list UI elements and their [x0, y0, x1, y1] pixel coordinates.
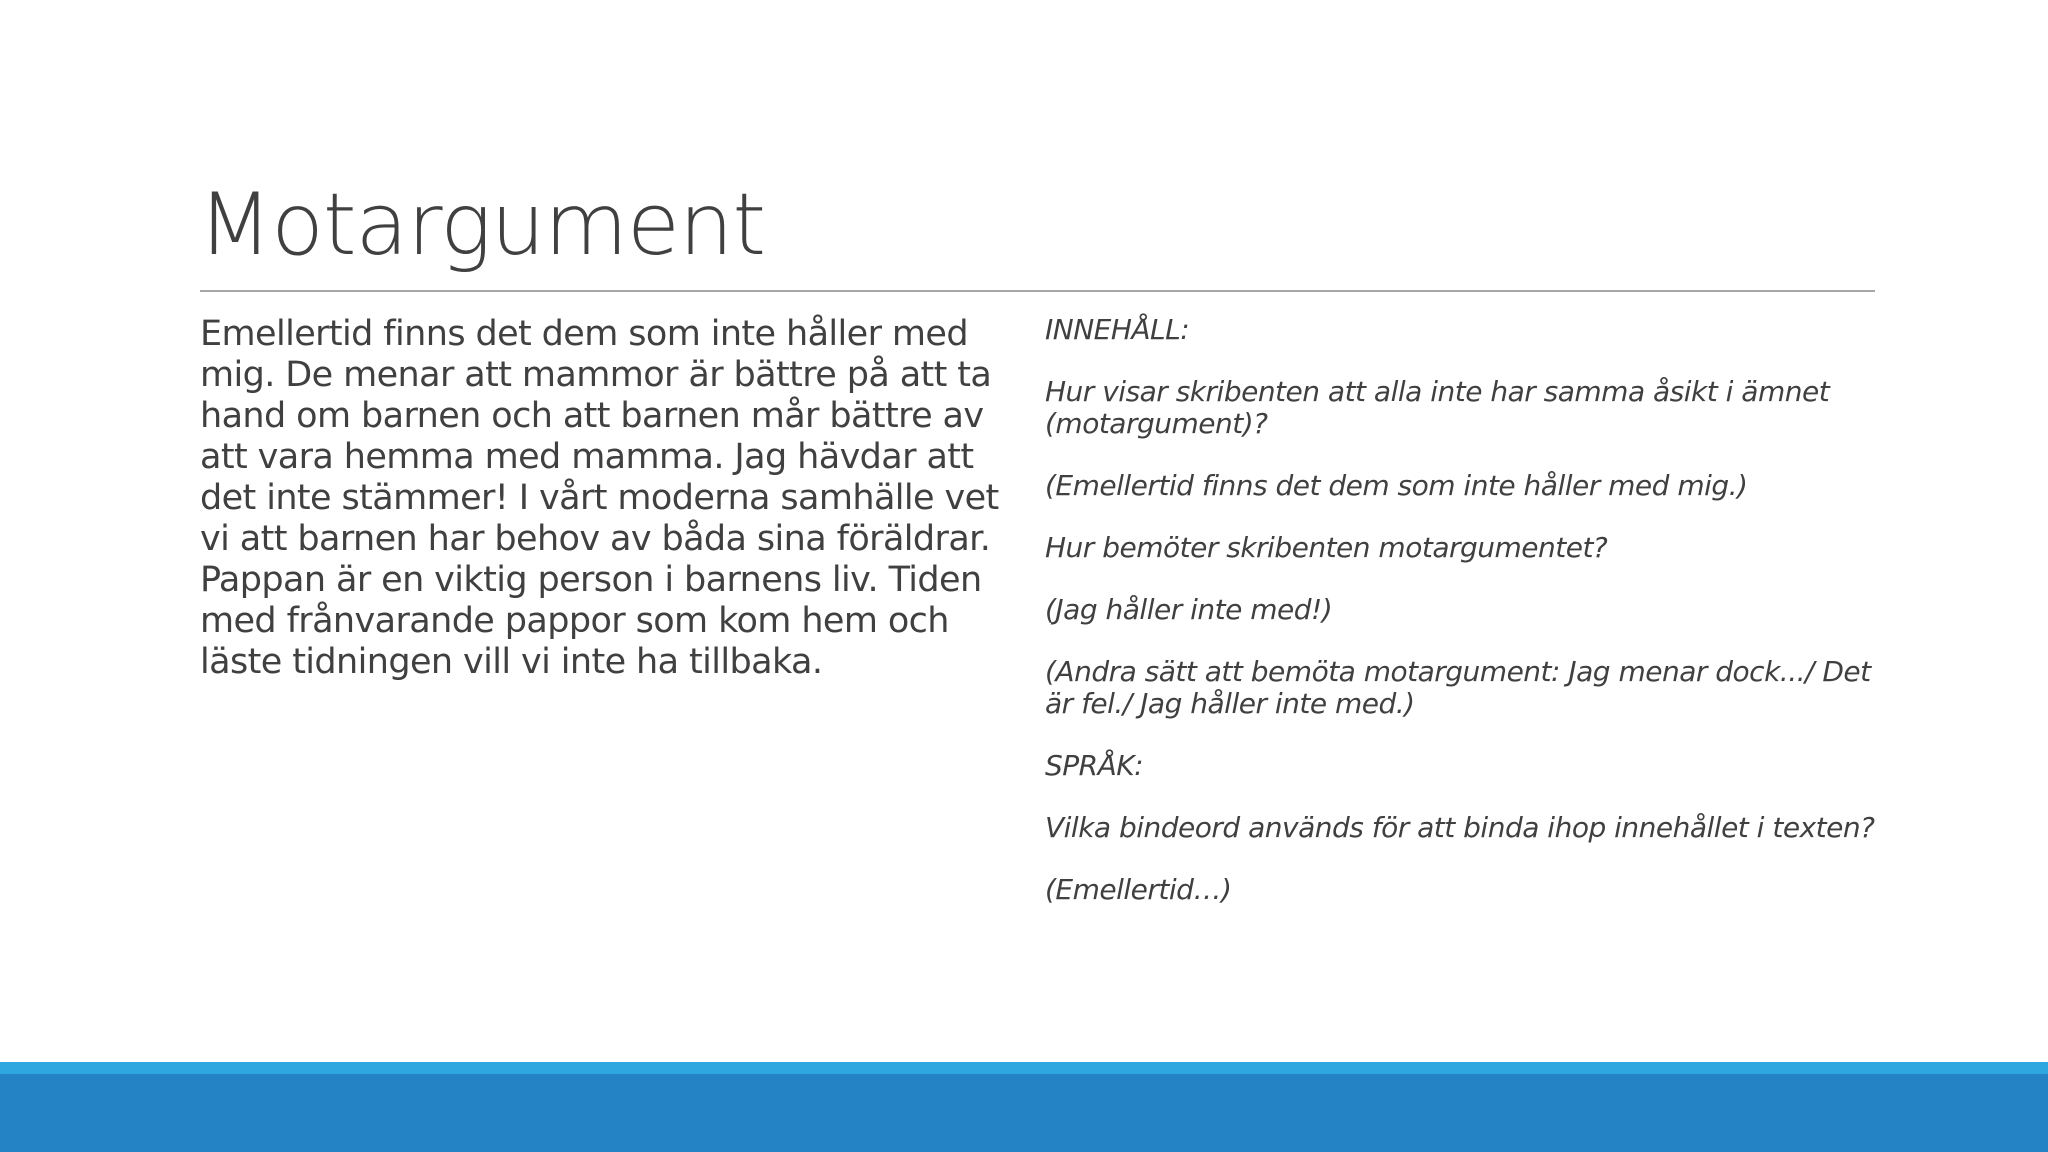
- footer-bar: [0, 1074, 2048, 1152]
- note-question: Hur bemöter skribenten motargumentet?: [1045, 531, 1608, 564]
- notes-column: [1045, 314, 1875, 936]
- note-question: Vilka bindeord används för att binda ihop innehållet i texten?: [1045, 811, 1875, 844]
- title-divider: [200, 290, 1875, 292]
- footer-stripe: [0, 1062, 2048, 1074]
- body-text: Emellertid finns det dem som inte håller med mig. De menar att mammor är bättre på att ta hand om barnen och att barnen mår bättre av att vara hemma med mamma. Jag hävdar att det inte stämmer! I vårt moderna samhälle vet vi att barnen har behov av båda sina föräldrar. Pappan är en viktig person i barnens liv. Tiden med frånvarande pappor som kom hem och läste tidningen vill vi inte ha tillbaka.: [200, 314, 999, 682]
- note-answer: (Jag håller inte med!): [1045, 593, 1333, 626]
- note-answer: (Andra sätt att bemöta motargument: Jag menar dock.../ Det är fel./ Jag håller inte med.): [1045, 655, 1871, 720]
- note-heading-content: INNEHÅLL:: [1045, 313, 1190, 346]
- note-answer: (Emellertid finns det dem som inte håller med mig.): [1045, 469, 1748, 502]
- slide-title: Motargument: [198, 175, 766, 275]
- note-answer: (Emellertid…): [1045, 873, 1232, 906]
- note-heading-language: SPRÅK:: [1045, 749, 1144, 782]
- note-question: Hur visar skribenten att alla inte har samma åsikt i ämnet (motargument)?: [1045, 375, 1830, 440]
